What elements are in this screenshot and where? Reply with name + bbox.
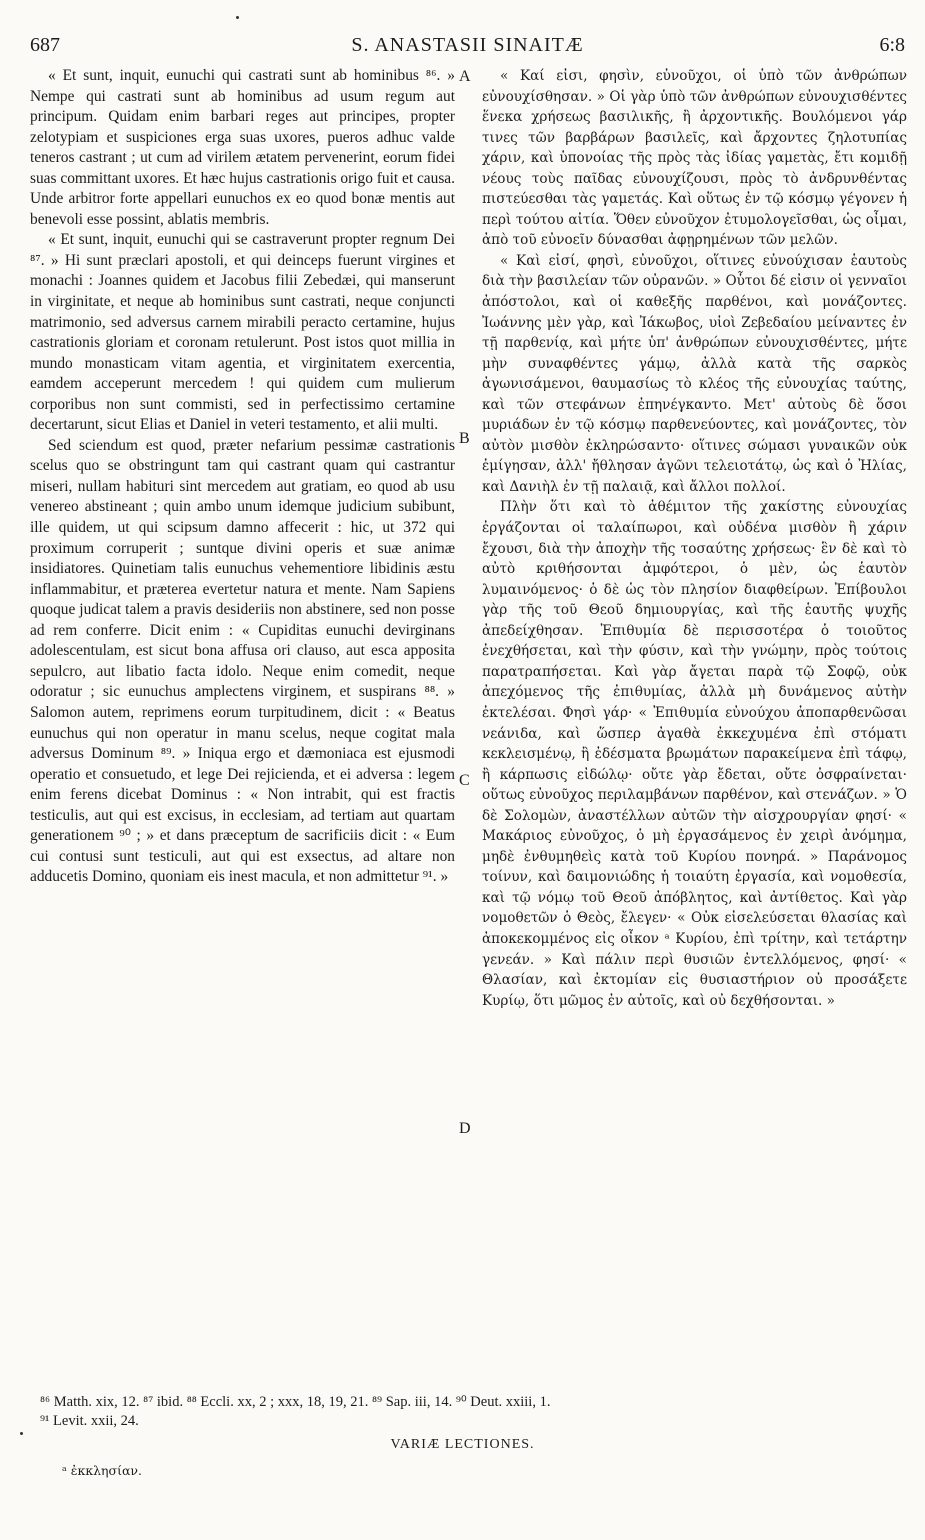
greek-paragraph-3: Πλὴν ὅτι καὶ τὸ ἀθέμιτον τῆς χακίστης εὐνουχίας ἐργάζονται οἱ ταλαίπωροι, καὶ οὐδένα μισθὸν ἢ χάριν ἔχουσι, διὰ τὴν ἀποχὴν τῆς τοσαύτης χρήσεως· ἓν δὲ καὶ τὸ αὐτὸ κριθήσονται ἀμφότεροι, ὁ μὲν, ὡς ἑαυτὸν λυμαινόμενος· ὁ δὲ ὡς τὸν πλησίον διαφθείρων. Ἐπίβουλοι γὰρ τῆς τοῦ Θεοῦ δημιουργίας, καὶ τῆς ἑαυτῆς ψυχῆς ἀπεδείχθησαν. Ἐπιθυμία δὲ περισσοτέρα ὁ τοιοῦτος ἐνεχθήσεται, καὶ τὴν φύσιν, καὶ τὴν γνώμην, πρὸς τούτοις παρατραπήσεται. Καὶ γὰρ ἄγεται παρὰ τῷ Σοφῷ, οὐκ ἀπεχόμενος τῆς ἐπιθυμίας, ἀλλὰ μὴ δυνάμενος αὐτὴν ἐκτελέσαι. Φησὶ γάρ· « Ἐπιθυμία εὐνούχου ἀποπαρθενῶσαι νεάνιδα, καὶ ὥσπερ ἀγαθὰ ἐκκεχυμένα ἐπὶ στόματι κεκλεισμένῳ, ἢ ἐδέσματα βρωμάτων παρακείμενα ἐπὶ τάφῳ, ἢ κάρπωσις εἰδώλῳ· οὔτε γὰρ ἔδεται, οὔτε ὀσφραίνεται· οὕτως εὐνοῦχος περιλαμβάνων παρθένον, καὶ στενάζων. » Ὁ δὲ Σολομὼν, ἀναστέλλων αὐτῶν τὴν αἰσχρουργίαν φησί· « Μακάριος εὐνοῦχος, ὁ μὴ ἐργασάμενος ἐν χειρὶ ἀνόμημα, μηδὲ ἐνθυμηθεὶς κατὰ τοῦ Κυρίου πονηρά. » Παράνομος τοίνυν, καὶ δαιμονιώδης ἡ τοιαύτη ἐργασία, καὶ νομοθεσία, καὶ τῷ νόμῳ τοῦ Θεοῦ ἀπόβλητος, καὶ ἀντίθετος. Καὶ γὰρ νομοθετῶν ὁ Θεὸς, ἔλεγεν· « Οὐκ εἰσελεύσεται θλασίας καὶ ἀποκεκομμένος εἰς οἶκον ᵃ Κυρίου, ἐπὶ τρίτην, καὶ τετάρτην γενεάν. » Καὶ πάλιν περὶ θυσιῶν ἐντελλόμενος, φησί· « Θλασίαν, καὶ ἐκτομίαν εἰς θυσιαστήριον οὐ προσάξετε Κυρίῳ, ὅτι μῶμος ἐν αὐτοῖς, καὶ οὐ δεχθήσονται. » [482,499,907,1009]
print-speck [236,16,239,19]
greek-paragraph-2: « Καὶ εἰσί, φησὶ, εὐνοῦχοι, οἵτινες εὐνούχισαν ἑαυτοὺς διὰ τὴν βασιλείαν τῶν οὐρανῶν. » Οὗτοι δέ εἰσιν οἱ γενναῖοι ἀπόστολοι, καὶ οἱ καθεξῆς παρθένοι, καὶ μονάζοντες. Ἰωάννης μὲν γὰρ, καὶ Ἰάκωβος, υἱοὶ Ζεβεδαίου μείναντες ἐν τῇ παρθενίᾳ, καὶ μήτε ὑπ' ἀνθρώπων εὐνουχισθέντες, μήτε μὴν συναφθέντες γάμῳ, ἀλλὰ κατὰ τῆς σαρκὸς ἀγωνισάμενοι, θαυμασίως τὸ κλέος τῆς εὐνουχίας ταύτης, καὶ τῶν στεφάνων ἐπηνέγκαντο. Μετ' αὐτοὺς δὲ ὅσοι μυριάδων ἐν τῷ κόσμῳ παρθενεύοντες, καὶ μονάζοντες, τὸν αὐτὸν μισθὸν ἐκληρώσαντο· οἵτινες σώμασι γυναικῶν οὐκ ἐμίγησαν, ἀλλ' ἤθλησαν ἀγῶνι τελειοτάτῳ, ὡς καὶ ὁ Ἠλίας, καὶ Δανιὴλ ἐν τῇ παλαιᾷ, καὶ ἄλλοι πολλοί. [482,252,907,495]
section-marker-a: A [459,68,471,85]
section-marker-b: B [459,430,470,447]
footnote-line-2: ⁹¹ Levit. xxii, 24. [40,1413,139,1429]
variant-reading: ᵃ ἐκκλησίαν. [62,1463,142,1478]
latin-column [30,66,455,888]
greek-paragraph-1: « Καί εἰσι, φησὶν, εὐνοῦχοι, οἱ ὑπὸ τῶν ἀνθρώπων εὐνουχίσθησαν. » Οἱ γὰρ ὑπὸ τῶν ἀνθρώπων εὐνουχισθέντες ἕνεκα χρήσεως βασιλικῆς, ἢ ἀρχοντικῆς. Βουλόμενοι γάρ τινες τῶν βαρβάρων βασιλεῖς, καὶ ἄρχοντες ζηλοτυπίας χάριν, καὶ ὑπονοίας τῆς πρὸς τὰς ἰδίας γαμετὰς, ἔτι κομιδῇ νέους τοὺς παῖδας εὐνουχίζουσι, πρὸς τὸ ἀνδρυνθέντας πιστεύεσθαι τὰς γαμετάς. Καὶ οὕτως ἐν τῷ κόσμῳ γέγονεν ἡ περὶ τούτου αἰτία. Ὅθεν εὐνοῦχον ἐτυμολογεῖσθαι, ὡς οἶμαι, ἀπὸ τοῦ εὐνοεῖν δύνασθαι ἀφῃρημένων τῶν μελῶν. [482,68,907,249]
section-marker-d: D [459,1120,471,1137]
footnote-line-1: ⁸⁶ Matth. xix, 12. ⁸⁷ ibid. ⁸⁸ Eccli. xx, 2 ; xxx, 18, 19, 21. ⁸⁹ Sap. iii, 14. ⁹⁰ Deut. xxiii, 1. [40,1394,551,1410]
left-page-number: 687 [30,34,60,56]
latin-paragraph-2: « Et sunt, inquit, eunuchi qui se castraverunt propter regnum Dei ⁸⁷. » Hi sunt præclari apostoli, et qui deinceps fuerunt virgines et monachi : Joannes quidem et Jacobus filii Zebedæi, qui manserunt in virginitate, et neque ab hominibus sunt castrati, neque conjuncti matrimonio, sed adversus carnem mirabili peracto certamine, hujus castrationis gloriam et coronam retulerunt. Post istos quot millia in mundo monasticam vitam agentia, et virginitatem exercentia, eamdem acceperunt mercedem ! qui quidem cum mulierum corporibus non sunt commisti, sed in perfectissimo certamine decertarunt, sicut Elias et Daniel in veteri testamento, et alii multi. [30,231,455,434]
page-header [30,34,905,60]
latin-paragraph-1: « Et sunt, inquit, eunuchi qui castrati sunt ab hominibus ⁸⁶. » Nempe qui castrati sunt ab hominibus ad usum regum aut principum. Quidam enim barbari reges aut principes, propter zelotypiam et suspiciones erga suas uxores, pueros adhuc valde teneros castrant ; ut cum ad virilem ætatem pervenerint, eorum fidei suas committant uxores. Et hæc hujus castrationis origo fuit et causa. Unde arbitror forte appellari eunuchos ex eo quod bonæ mentis aut benevoli esse possint, ablatis membris. [30,67,455,228]
print-speck [20,1432,23,1435]
variae-lectiones-heading: VARIÆ LECTIONES. [390,1437,535,1452]
latin-paragraph-3: Sed sciendum est quod, præter nefarium pessimæ castrationis scelus quo se obstringunt tam qui castrant quam qui castrantur miseri, nullam habituri sint mercedem aut gratiam, eo quod ab usu venereo abstineant ; quin ambo unum idemque judicium subibunt, ille quidem, ut qui scipsum damno affecerit : hic, ut 372 qui proximum corruperit ; suntque divini operis et suæ animæ insidiatores. Quinetiam talis eunuchus vehementiore libidinis æstu inflammabitur, et præterea evertetur natura et mente. Nam Sapiens quoque judicat talem a pravis desideriis non abstinere, sed non posse ad rem conferre. Dicit enim : « Cupiditas eunuchi devirginans adolescentulam, est sicut bona affusa ori clauso, aut esca apposita sepulcro, aut libatio facta idolo. Neque enim comedit, neque odoratur ; sic eunuchus amplectens virginem, et suspirans ⁸⁸. » Salomon autem, reprimens eorum turpitudinem, dicit : « Beatus eunuchus qui non operatur in manu scelus, neque cogitat mala adversus Dominum ⁸⁹. » Iniqua ergo et dæmoniaca est ejusmodi operatio et consuetudo, et lege Dei rejicienda, et ei adversa : legem enim ferens dicebat Dominus : « Non intrabit, qui est fractis testiculis, aut qui est excisus, in ecclesiam, ad tertiam aut quartam generationem ⁹⁰ ; » et dans præceptum de sacrificiis dicit : « Eum cui contusi sunt testiculi, aut qui est exsectus, ad altare non adducetis Domino, quoniam eis inest macula, et non admittetur ⁹¹. » [30,436,455,886]
running-title: S. ANASTASII SINAITÆ [351,34,584,56]
right-page-number: 6:8 [879,34,905,56]
section-marker-c: C [459,772,470,789]
greek-column [482,66,907,1011]
footnotes [40,1393,905,1431]
